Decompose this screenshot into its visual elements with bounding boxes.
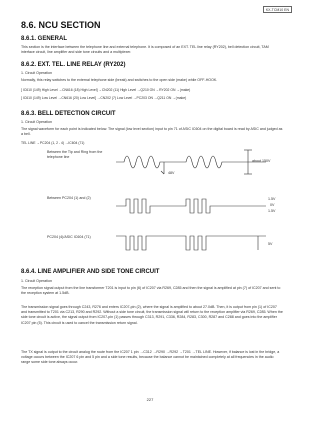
lineamp-subheading: 1. Circuit Operation [21, 279, 52, 283]
bell-signal-path: TEL LINE →PC204 (1, 2 - 4) →IC604 (71) [21, 141, 85, 145]
relay-heading: 8.6.2. EXT. TEL. LINE RELAY (RY202) [21, 62, 126, 68]
waveform-2-voltage-top: 1.5V [268, 197, 276, 201]
lineamp-paragraph-2: The transmission signal goes through C243, R276 and enters IC207-pin (2), where the signal is amplified to about 27.0dB. Then, it is output from pin (1) of IC207 and transmitted to T201 via C213, R290 and R292. Without a side tone circuit, the transmission signal will return to the reception amplifier via R269, C285. When the side tone circuit is active, the signal output from IC207-pin (1) passes through C313, R291, C336, R284, R283, C300, R287 and C288 and goes into the amplifier IC207 pin (5). This circuit is used to cancel the transmission return signal. [21, 305, 283, 325]
relay-operation-line-1: [ IC610 (149) High Level →CN616 (18) High Level] →CN202 (11) High Level →Q210 ON →RY202 ON →(make) [21, 88, 191, 92]
lineamp-paragraph-3: The TX signal is output to the circuit analog the route from the IC207 1 pin →C312 →R290 →R292 →T201 →TEL LINE. However, if balance is lost in the bridge, a voltage occurs between the IC207 6 pin and 5 pin and a side tone results, because the balance cannot be maintained completely at all frequencies in the audio range some side tone always occur. [21, 350, 280, 365]
waveform-3-label: PC204 (4)/ASIC IC604 (71) [47, 235, 91, 239]
bell-subheading: 1. Circuit Operation [21, 120, 52, 124]
waveform-1-voltage-48v: 48V [168, 171, 175, 175]
waveform-3 [116, 232, 266, 256]
waveform-1-label: Between the Tip and Ring from the telephone line [47, 150, 103, 159]
waveform-3-voltage: 5V [268, 242, 273, 246]
waveform-2-voltage-zero: 0V [270, 203, 275, 207]
section-title: 8.6. NCU SECTION [21, 20, 101, 30]
waveform-1 [116, 148, 266, 182]
relay-paragraph: Normally, this relay switches to the external telephone side (break) and switches to the open side (make) while OFF-HOOK. [21, 78, 218, 82]
relay-operation-line-2: [ IC610 (149) Low Level →CN616 (20) Low Level] →CN202 (7) Low Level →PC203 ON →Q211 ON →(make) [21, 96, 187, 100]
bell-paragraph: The signal waveform for each point is indicated below. The signal (low level section) input to pin 71 of ASIC IC604 on the digital board is read by ASIC and judged as a bell. [21, 127, 283, 137]
general-heading: 8.6.1. GENERAL [21, 36, 68, 42]
bell-heading: 8.6.3. BELL DETECTION CIRCUIT [21, 111, 116, 117]
waveform-2-label: Between PC204 (1) and (2) [47, 196, 91, 200]
lineamp-heading: 8.6.4. LINE AMPLIFIER AND SIDE TONE CIRCUIT [21, 269, 160, 275]
general-paragraph: This section is the interface between the telephone line and external telephone. It is composed of an EXT. TEL line relay (RY202), bell detection circuit, TAM interface circuit, line amplifier and side tone circuits and a multiplexer. [21, 45, 269, 55]
relay-subheading: 1. Circuit Operation [21, 71, 52, 75]
waveform-2-voltage-bottom: 1.5V [268, 209, 276, 213]
waveform-2 [116, 195, 266, 217]
page-number: 227 [146, 397, 154, 402]
document-code-tag: KX-TCM10 EN [263, 6, 292, 13]
lineamp-paragraph-1: The reception signal output from the line transformer T201 is input to pin (6) of IC207 via R269, C285 and then the signal is amplified at pin (7) of IC207 and sent to the reception system at 1.5dB. [21, 286, 281, 296]
waveform-1-voltage-150v: about 150V [252, 159, 271, 163]
